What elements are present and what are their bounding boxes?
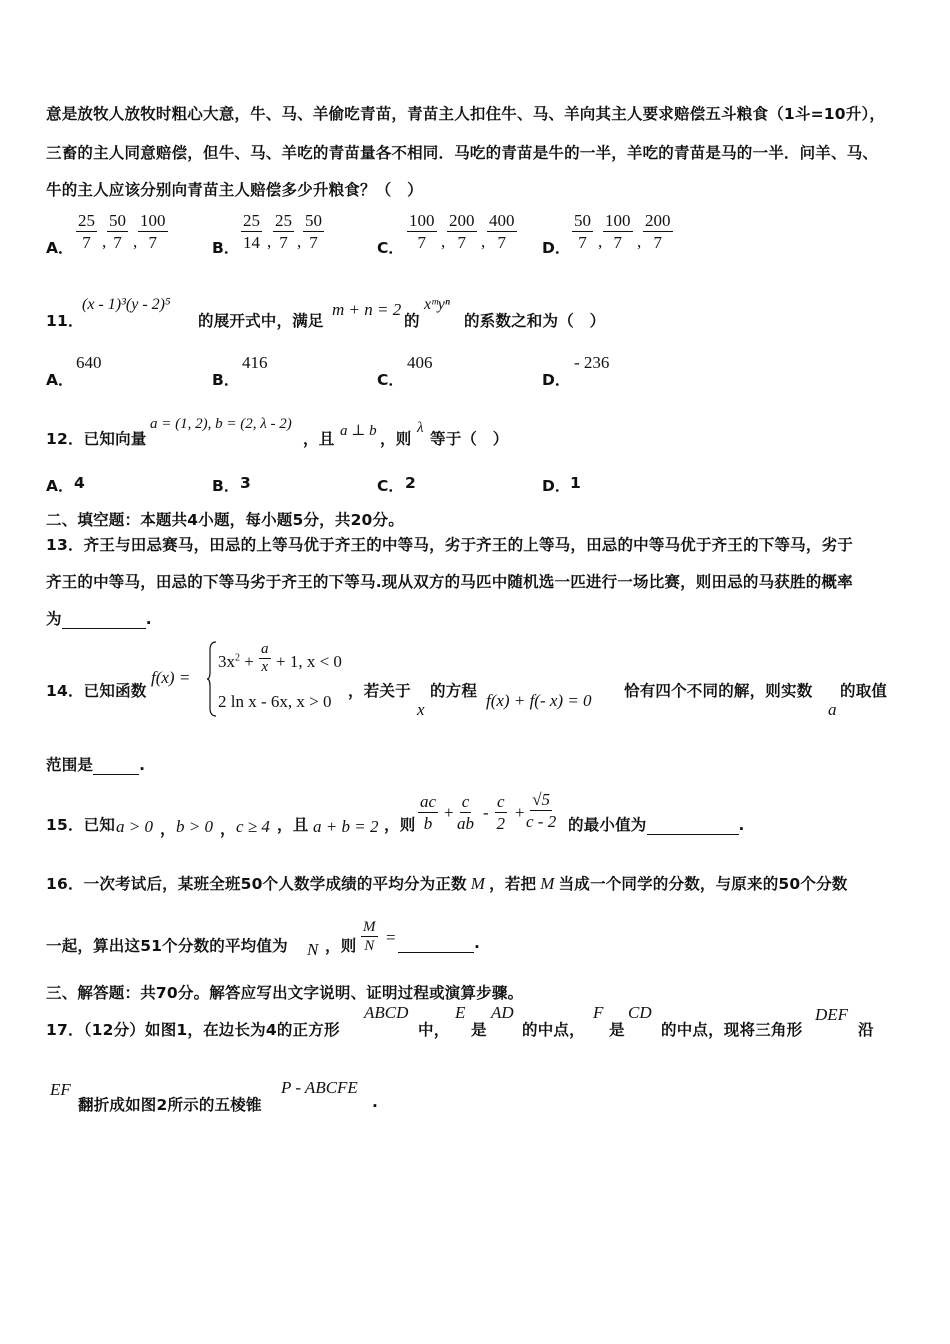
q11-text2: 的 [404,312,420,330]
q15-fraction-2 [457,792,474,835]
q14-case1-tail: + 1, x < 0 [276,652,342,671]
fraction-den: 7 [417,233,426,252]
fraction [107,211,128,254]
fraction-num: c [461,792,470,811]
fraction-den: N [364,938,375,954]
option-value: 2 [405,474,416,492]
option-value: 1 [570,474,581,492]
fraction-den: 7 [497,233,506,252]
fraction-num: ac [420,792,437,811]
fraction-den: 7 [457,233,466,252]
q15-fraction-3 [495,792,507,835]
q15-cond-sum: a + b = 2 [313,817,379,836]
option-label: B． [212,477,240,495]
option-value: 406 [407,353,433,372]
q15-cond-b: b > 0 [176,817,213,836]
left-brace-icon [206,640,218,718]
q13-line3-post: . [145,610,152,628]
q16-var-m: M [540,874,555,893]
option-label: A． [46,239,74,257]
q11-expression: (x - 1)³(y - 2)⁵ [82,296,171,313]
q12-text3: 等于（ ） [430,430,509,448]
fraction-num: 50 [109,211,126,230]
q14-text1: ，若关于 [348,682,411,700]
fraction-den: 7 [613,233,622,252]
fraction [303,211,324,254]
fraction-den: 7 [82,233,91,252]
q12-vectors: a = (1, 2), b = (2, λ - 2) [150,416,292,432]
option-label: C． [377,239,404,257]
fraction-num: 100 [140,211,166,230]
q17-ef: EF [50,1080,71,1099]
q16-var-m: M [470,874,486,893]
q15-sep1: ， [160,820,176,838]
q14-var-a: a [828,700,837,719]
fraction-num: 50 [574,211,591,230]
q17-def: DEF [815,1005,849,1024]
q17-end: . [372,1093,379,1111]
q12-number: 12．已知向量 [46,430,147,448]
q13-line1: 13．齐王与田忌赛马，田忌的上等马优于齐王的中等马，劣于齐王的上等马，田忌的中等马优于齐王的下等马，劣于 [46,536,853,554]
q14-line2-pre: 范围是 [46,756,94,774]
q14-text3: 恰有四个不同的解，则实数 [624,682,813,700]
q11-text1: 的展开式中，满足 [198,312,324,330]
q17-f: F [593,1003,604,1022]
q17-pyramid: P - ABCFE [281,1078,358,1097]
q12-perp: a ⊥ b [340,423,377,439]
fraction-den: 7 [309,233,318,252]
q15-text3: 的最小值为 . [568,816,745,834]
fraction-num: 100 [409,211,435,230]
option-value: 416 [242,353,268,372]
q17-t4: 是 [609,1021,625,1039]
fraction-den: x [261,659,269,675]
option-label: D． [542,371,571,389]
q12-text2: ，则 [380,430,412,448]
q10-line1: 意是放牧人放牧时粗心大意，牛、马、羊偷吃青苗，青苗主人扣住牛、马、羊向其主人要求赔偿五斗粮食（1斗=10升）， [46,105,886,123]
q15-cond-a: a > 0 [116,817,153,836]
q17-t6: 沿 [858,1021,874,1039]
section3-heading: 三、解答题：共70分。解答应写出文字说明、证明过程或演算步骤。 [46,984,524,1002]
fraction-num: 50 [305,211,322,230]
q10-line3: 牛的主人应该分别向青苗主人赔偿多少升粮食？（ ） [46,181,423,199]
fraction-den: 2 [496,814,506,833]
fraction [603,211,633,254]
q15-text2: ，则 [384,816,416,834]
q13-line2: 齐王的中等马，田忌的下等马劣于齐王的下等马.现从双方的马匹中随机选一匹进行一场比赛，则田忌的马获胜的概率 [46,573,853,591]
fraction [572,211,593,254]
q14-answer-blank[interactable] [93,756,139,775]
fraction-den: 7 [653,233,662,252]
option-label: B． [212,371,240,389]
fraction-num: 200 [645,211,671,230]
q14-var-x: x [417,700,425,719]
fraction [447,211,477,254]
q14-fx: f(x) = [151,668,191,687]
fraction [241,211,262,254]
q16-answer-blank[interactable] [398,934,474,953]
option-label: C． [377,477,404,495]
fraction-num: 100 [605,211,631,230]
q15-plus1: + [444,803,454,822]
fraction-den: b [423,814,433,833]
option-label: A． [46,371,74,389]
q17-abcd: ABCD [364,1003,409,1022]
q17-t5: 的中点，现将三角形 [661,1021,803,1039]
option-label: B． [212,239,240,257]
q17-pre: 17．（12分）如图1，在边长为4的正方形 [46,1021,340,1039]
q17-t1: 中， [418,1021,450,1039]
q14-line2 [46,753,145,775]
option-label: D． [542,239,571,257]
option-label: D． [542,477,571,495]
q17-t3: 的中点， [522,1021,585,1039]
q14-case1-lead: $3x^2$ + [218,652,254,671]
q15-fraction-1 [418,792,438,835]
fraction-num: a [261,641,269,657]
fraction-num: M [363,919,376,935]
fraction [643,211,673,254]
q14-equation: f(x) + f(- x) = 0 [486,691,592,710]
q14-case2: 2 ln x - 6x, x > 0 [218,692,332,711]
q13-line3 [46,607,152,629]
q13-line3-pre: 为 [46,610,62,628]
q16-line1: 16．一次考试后，某班全班50个人数学成绩的平均分为正数 M ，若把 M 当成一个同学的分数，与原来的50个分数 [46,874,848,893]
q14-text4: 的取值 [840,682,888,700]
q17-ad: AD [491,1003,514,1022]
q16-answer: . [398,934,480,953]
section2-heading: 二、填空题：本题共4小题，每小题5分，共20分。 [46,511,404,529]
q16-line2-mid: ，则 [325,937,357,955]
q17-cd: CD [628,1003,652,1022]
fraction-den: 7 [279,233,288,252]
q11-text3: 的系数之和为（ ） [464,312,606,330]
fraction-num: 200 [449,211,475,230]
q14-text2: 的方程 [430,682,478,700]
fraction-num: 400 [489,211,515,230]
fraction [407,211,437,254]
q17-e: E [455,1003,466,1022]
fraction [138,211,168,254]
q11-number: 11． [46,312,84,330]
fraction [76,211,97,254]
q15-number: 15．已知 [46,816,116,834]
fraction [487,211,517,254]
q15-cond-c: c ≥ 4 [236,817,270,836]
q15-minus: - [483,803,489,822]
option-value: 3 [240,474,251,492]
fraction-num: √5 [532,790,551,809]
fraction-den: 7 [148,233,157,252]
q15-fraction-4 [526,790,556,833]
fraction-den: 7 [113,233,122,252]
fraction-num: c [497,792,505,811]
q11-condition: m + n = 2 [332,300,402,319]
option-label: C． [377,371,404,389]
fraction-den: c - 2 [526,812,557,831]
fraction-num: 25 [243,211,260,230]
q17-t2: 是 [471,1021,487,1039]
fraction [273,211,294,254]
option-value: - 236 [574,353,610,372]
fraction-den: ab [457,814,474,833]
q14-line2-post: . [139,756,146,774]
q15-plus2: + [515,803,525,822]
fraction-den: 14 [243,233,260,252]
fraction-num: 25 [78,211,95,230]
q15-sep2: ， [220,820,236,838]
option-label: A． [46,477,74,495]
option-value: 640 [76,353,102,372]
q12-lambda: λ [417,420,424,436]
exam-page: 意是放牧人放牧时粗心大意，牛、马、羊偷吃青苗，青苗主人扣住牛、马、羊向其主人要求赔偿五斗粮食（1斗=10升）， 三畜的主人同意赔偿，但牛、马、羊吃的青苗量各不相同．马吃的青苗是牛的一半，羊吃的青苗是马的一半．问羊、马、 牛的主人应该分别向青苗主人赔偿多少升粮食？（ ） A． $\frac{25}{7}$ , $\frac{50}{7}$ , $\frac{100}{7}$ B． $\frac{25}{14}$ , $\frac{25}{7}$ , $\frac{50}{7}$ C． $\frac{100}{7}$ , $\frac{200}{7}$ , $\frac{400}{7}$ D． $\frac{50}{7}$ , $\frac{100}{7}$ , $\frac{200}{7}$ 11． (x - 1)³(y - 2)⁵ 的展开式中，满足 m + n = 2 的 xᵐyⁿ 的系数之和为（ ） A． 640 B． 416 C． 406 D． - 236 12．已知向量 a = (1, 2), b = (2, λ - 2) ，且 a ⊥ b ，则 λ 等于（ ） A． 4 B． 3 C． 2 D． 1 二、填空题：本题共4小题，每小题5分，共20分。 13．齐王与田忌赛马，田忌的上等马优于齐王的中等马，劣于齐王的上等马，田忌的中等马优于齐王的下等马，劣于 齐王的中等马，田忌的下等马劣于齐王的下等马.现从双方的马匹中随机选一匹进行一场比赛，则田忌的马获胜的概率 为 . 14．已知函数 f(x) = $3x^2$ + $\frac{a}{x}$ + 1, x < 0 2 ln x - 6x, x > 0 ，若关于 x 的方程 f(x) + f(- x) = 0 恰有四个不同的解，则实数 a 的取值 范围是 . 15．已知 a > 0 ， b > 0 ， c ≥ 4 ，且 a + b = 2 ，则 $\frac{ac}{b}$ + $\frac{c}{ab}$ - $\frac{c}{2}$ + $\frac{√5}{c - 2}$ 的最小值为 . 16．一次考试后，某班全班50个人数学成绩的平均分为正数 M ，若把 M 当成一个同学的分数，与原来的50个分数 一起，算出这51个分数的平均值为 N ，则 $\frac{M}{N}$ = . 三、解答题：共70分。解答应写出文字说明、证明过程或演算步骤。 17．（12分）如图1，在边长为4的正方形 ABCD 中， E 是 AD 的中点， F 是 CD 的中点，现将三角形 DEF 沿 EF 翻折成如图2所示的五棱锥 P - ABCFE . [0,0,950,1344]
fraction-num: 25 [275,211,292,230]
fraction-den: 7 [578,233,587,252]
q16-var-n: N [307,940,319,959]
q16-line2-pre: 一起，算出这51个分数的平均值为 [46,937,288,955]
q12-text1: ，且 [303,430,335,448]
q15-answer-blank[interactable] [647,816,739,835]
q16-fraction [361,918,378,955]
q13-answer-blank[interactable] [62,610,146,629]
q11-term: xᵐyⁿ [424,296,450,313]
q17-t7: 翻折成如图2所示的五棱锥 [78,1096,262,1114]
q16-equals: = [386,928,396,947]
q15-text1: ，且 [277,816,309,834]
q14-case1-fraction [259,641,271,676]
option-value: 4 [74,474,85,492]
q14-number: 14．已知函数 [46,682,147,700]
q10-line2: 三畜的主人同意赔偿，但牛、马、羊吃的青苗量各不相同．马吃的青苗是牛的一半，羊吃的青苗是马的一半．问羊、马、 [46,144,879,162]
